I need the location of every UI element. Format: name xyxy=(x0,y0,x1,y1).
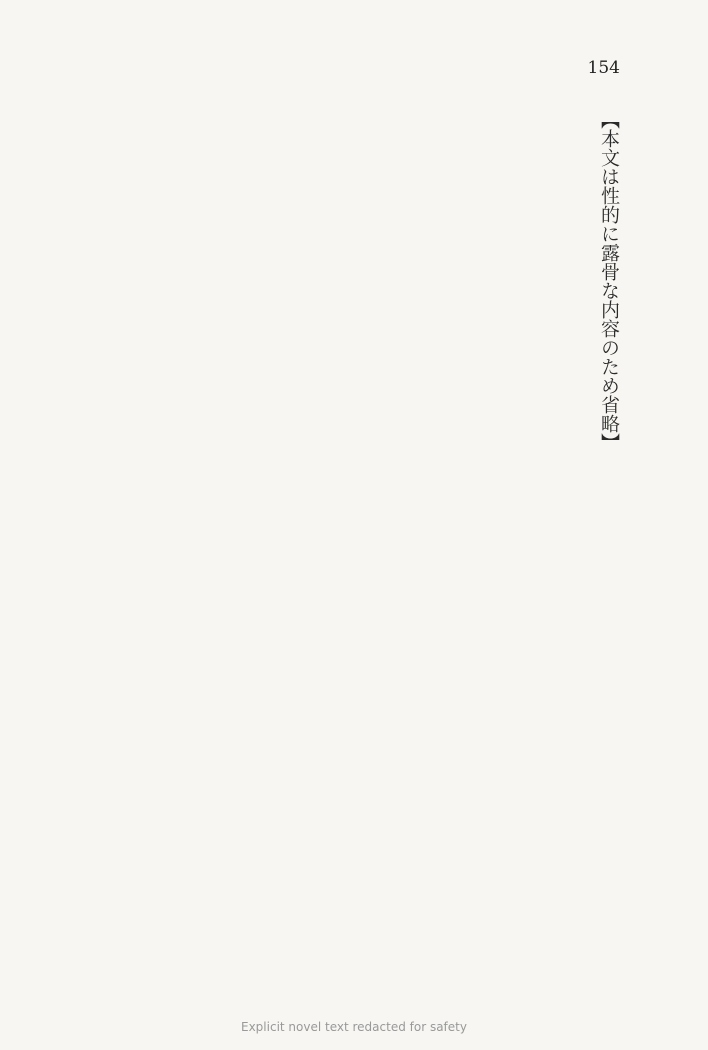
redacted-body-text: 【本文は性的に露骨な内容のため省略】 xyxy=(598,110,620,452)
redaction-note: Explicit novel text redacted for safety xyxy=(241,1020,467,1034)
page-body xyxy=(68,110,628,970)
page-number: 154 xyxy=(587,58,620,78)
